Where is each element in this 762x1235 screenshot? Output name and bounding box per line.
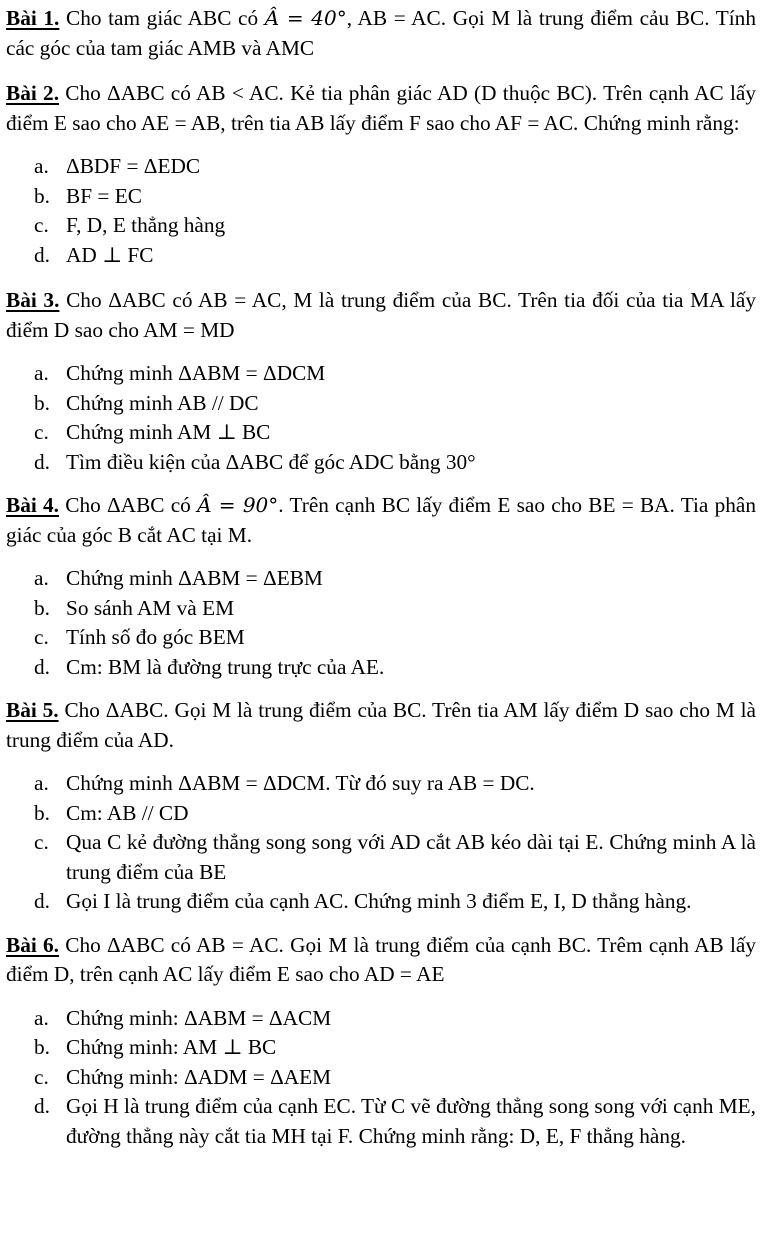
sub-question-list	[6, 359, 756, 477]
item-text: Chứng minh: ΔADM = ΔAEM	[66, 1064, 332, 1089]
sub-question-list	[6, 152, 756, 270]
sub-question	[6, 182, 756, 212]
item-marker: c.	[34, 625, 49, 649]
item-marker: d.	[34, 449, 50, 474]
statement-text: Cho tam giác ABC có	[59, 6, 265, 30]
item-marker: b.	[34, 800, 50, 825]
statement-text: Cho ΔABC có AB = AC. Gọi M là trung điểm của cạnh BC. Trêm cạnh AB lấy điểm D, trên cạnh AC lấy điểm E sao cho AD = AE	[6, 932, 756, 986]
item-marker: a.	[34, 1005, 49, 1030]
problem-2	[6, 79, 756, 270]
sub-question	[6, 152, 756, 182]
item-text: Qua C kẻ đường thẳng song song với AD cắt AB kéo dài tại E. Chứng minh A là trung điểm của BE	[66, 830, 756, 884]
item-text: So sánh AM và EM	[66, 595, 235, 620]
sub-question	[6, 828, 756, 887]
sub-question-list	[6, 1004, 756, 1152]
problem-statement	[6, 931, 756, 990]
sub-question	[6, 1092, 756, 1151]
item-text: Tìm điều kiện của ΔABC để góc ADC bằng 30°	[66, 449, 476, 474]
angle-expression: Â = 40°	[264, 6, 347, 30]
sub-question	[6, 564, 756, 594]
item-marker: b.	[34, 390, 50, 415]
item-marker: b.	[34, 1035, 50, 1059]
sub-question	[6, 1033, 756, 1063]
sub-question	[6, 623, 756, 653]
item-marker: c.	[34, 420, 49, 444]
item-text: BF = EC	[66, 183, 142, 208]
item-text: Chứng minh ΔABM = ΔDCM. Từ đó suy ra AB = DC.	[66, 771, 535, 795]
sub-question	[6, 1063, 756, 1093]
sub-question	[6, 389, 756, 419]
item-text: Chứng minh AM ⊥ BC	[66, 420, 271, 444]
item-marker: c.	[34, 1064, 49, 1089]
problem-title: Bài 4.	[6, 493, 59, 517]
statement-text: Cho ΔABC có AB = AC, M là trung điểm của BC. Trên tia đối của tia MA lấy điểm D sao cho AM = MD	[6, 288, 756, 342]
problem-title: Bài 3.	[6, 288, 60, 312]
statement-text: Cho ΔABC có	[59, 493, 198, 517]
item-text: Cm: AB // CD	[66, 800, 189, 825]
item-marker: b.	[34, 595, 50, 620]
problem-title: Bài 6.	[6, 932, 60, 957]
sub-question	[6, 769, 756, 799]
problem-3	[6, 286, 756, 477]
sub-question	[6, 887, 756, 917]
item-marker: d.	[34, 1094, 50, 1118]
sub-question-list	[6, 769, 756, 917]
item-marker: a.	[34, 361, 49, 385]
statement-text: , AB = AC. Gọi M là trung điểm cảu BC. Tính các góc của tam giác AMB và AMC	[6, 6, 756, 60]
item-text: Chứng minh: ΔABM = ΔACM	[66, 1005, 332, 1030]
problem-statement	[6, 491, 756, 550]
item-marker: c.	[34, 830, 49, 854]
item-marker: d.	[34, 242, 50, 267]
sub-question	[6, 799, 756, 829]
problem-4	[6, 491, 756, 682]
angle-expression: Â = 90°	[197, 493, 279, 517]
sub-question	[6, 211, 756, 241]
item-text: Gọi H là trung điểm của cạnh EC. Từ C vẽ đường thẳng song song với cạnh ME, đường thẳng này cắt tia MH tại F. Chứng minh rằng: D, E, F thẳng hàng.	[66, 1094, 756, 1148]
item-marker: b.	[34, 183, 50, 208]
sub-question-list	[6, 564, 756, 682]
item-text: Cm: BM là đường trung trực của AE.	[66, 654, 385, 679]
statement-text: Cho ΔABC. Gọi M là trung điểm của BC. Trên tia AM lấy điểm D sao cho M là trung điểm của AD.	[6, 698, 756, 752]
problem-statement	[6, 4, 756, 63]
problem-statement	[6, 286, 756, 345]
item-text: Chứng minh AB // DC	[66, 390, 259, 415]
sub-question	[6, 418, 756, 448]
sub-question	[6, 359, 756, 389]
item-marker: d.	[34, 654, 50, 679]
problem-title: Bài 5.	[6, 698, 59, 722]
problem-5	[6, 696, 756, 917]
problem-1	[6, 4, 756, 63]
sub-question	[6, 241, 756, 271]
item-marker: a.	[34, 154, 49, 178]
problem-statement	[6, 79, 756, 138]
statement-text: . Trên cạnh BC lấy điểm E sao cho BE = BA. Tia phân giác của góc B cắt AC tại M.	[6, 493, 757, 547]
item-text: ΔBDF = ΔEDC	[66, 154, 201, 178]
item-marker: a.	[34, 771, 49, 795]
item-text: F, D, E thẳng hàng	[66, 213, 226, 237]
item-text: Chứng minh ΔABM = ΔDCM	[66, 361, 326, 385]
problem-title: Bài 2.	[6, 81, 60, 105]
item-marker: d.	[34, 889, 50, 913]
item-text: Chứng minh: AM ⊥ BC	[66, 1035, 277, 1059]
item-marker: c.	[34, 213, 49, 237]
item-text: AD ⊥ FC	[66, 242, 154, 267]
problem-title: Bài 1.	[6, 6, 60, 30]
sub-question	[6, 653, 756, 683]
sub-question	[6, 594, 756, 624]
problem-6	[6, 931, 756, 1152]
problem-statement	[6, 696, 756, 755]
item-text: Tính số đo góc BEM	[66, 625, 245, 649]
item-marker: a.	[34, 566, 49, 590]
item-text: Gọi I là trung điểm của cạnh AC. Chứng minh 3 điểm E, I, D thẳng hàng.	[66, 889, 692, 913]
statement-text: Cho ΔABC có AB < AC. Kẻ tia phân giác AD (D thuộc BC). Trên cạnh AC lấy điểm E sao cho AE = AB, trên tia AB lấy điểm F sao cho AF = AC. Chứng minh rằng:	[6, 81, 756, 135]
sub-question	[6, 448, 756, 478]
sub-question	[6, 1004, 756, 1034]
item-text: Chứng minh ΔABM = ΔEBM	[66, 566, 323, 590]
